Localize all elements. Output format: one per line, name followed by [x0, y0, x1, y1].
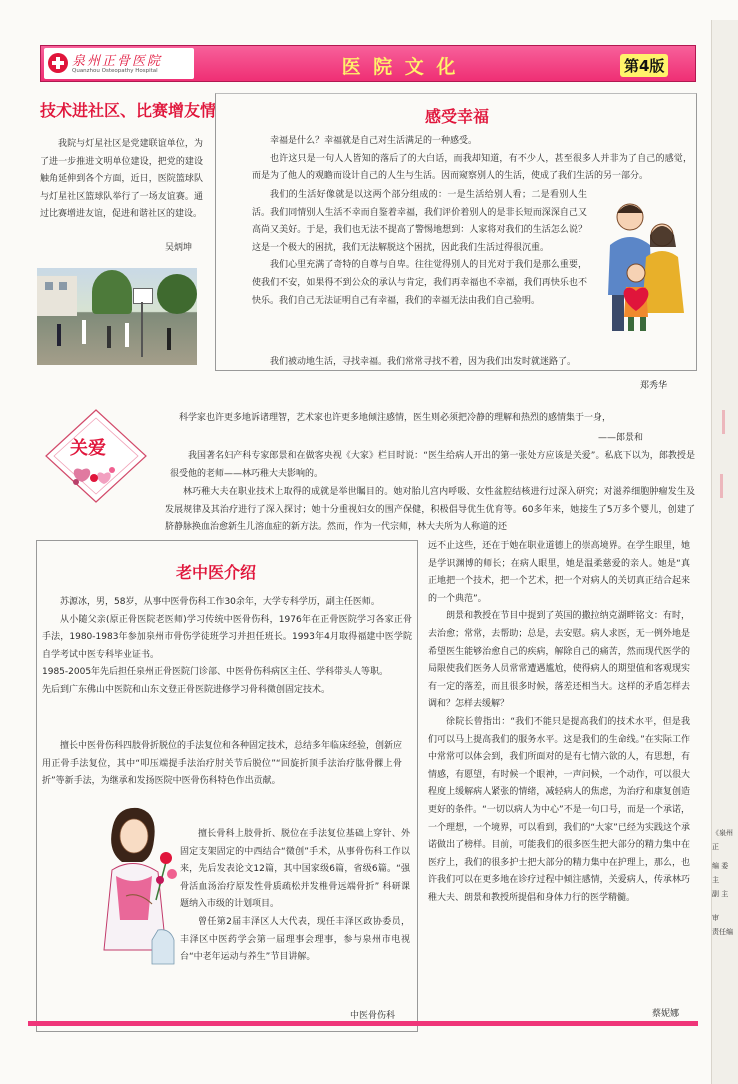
doctor-article-body	[42, 594, 412, 700]
paragraph: 远不止这些，还在于她在职业道德上的崇高境界。在学生眼里，她是学识渊博的师长；在病人眼里，她是温柔慈爱的亲人。她是“真正地把一个技术，把一个艺术，把一个对病人的关切真正结合起来的一个典范”。	[428, 541, 690, 604]
issue-label: 第4版	[620, 54, 668, 77]
logo-subtext: Quanzhou Osteopathy Hospital	[72, 68, 158, 74]
footer-bar	[28, 1021, 698, 1026]
paragraph: 我们被动地生活，寻找幸福。我们常常寻找不着，因为我们出发时就迷路了。	[270, 357, 577, 367]
care-column	[428, 538, 690, 907]
paragraph: 苏源冰，男，58岁，从事中医骨伤科工作30余年，大学专科学历，副主任医师。	[60, 597, 380, 607]
header-logo	[44, 48, 194, 79]
doctor-author: 中医骨伤科	[350, 1011, 396, 1021]
care-lead	[170, 448, 695, 483]
paragraph: 擅长骨科上肢骨折、脱位在手法复位基础上穿针、外固定支架固定的中西结合“微创”手术，从事骨伤科工作以来，先后发表论文12篇，其中国家级6篇，省级6篇。“强 骨活血汤治疗原发性骨质疏松并发椎骨远端骨折” 科研课题纳入市级的计划项目。	[180, 829, 410, 910]
woman-with-flowers-illustration	[82, 800, 182, 968]
paragraph: 我们的生活好像就是以这两个部分组成的：一是生活给别人看；二是看别人生活。我们同情别人生活不幸而自鉴着幸福，我们评价着别人的是非长短而深深自己又高尚又美好。于是，我们也无法不提高了警惕地想到：人家将对我们的生活怎么说？这是一个极大的困扰，我们无法解脱这个困扰，因此我们生活过得很沉重。	[252, 190, 587, 253]
red-cross-icon	[48, 53, 68, 73]
happiness-article-body	[252, 133, 692, 186]
paragraph: 曾任第2届丰泽区人大代表，现任丰泽区政协委员，丰泽区中医药学会第一届理事会理事，参与泉州市电视台“中老年运动与养生”节目讲解。	[180, 916, 410, 963]
happiness-article-body-2	[252, 187, 587, 310]
happiness-author: 郑秀华	[640, 381, 668, 391]
section-title: 医 院 文 化	[341, 56, 459, 78]
care-badge-text: 关爱	[70, 438, 106, 459]
paragraph: 从小随父亲(原正骨医院老医师)学习传统中医骨伤科，1976年在正骨医院学习各家正骨手法，1980-1983年参加泉州市骨伤学徒班学习并担任班长。1993年4月取得福建中医学院自学考试中医专科毕业证书。	[42, 614, 412, 660]
care-lead-2	[165, 484, 695, 537]
happiness-article-title: 感受幸福	[425, 107, 490, 126]
paragraph: 我院与灯星社区是党建联谊单位，为了进一步推进文明单位建设，把党的建设触角延伸到各个方面，近日，医院篮球队与灯星社区篮球队举行了一场友谊赛。通过比赛增进友谊，促进和谐社区的建设。	[40, 139, 203, 220]
logo-text: 泉州正骨医院	[72, 54, 163, 69]
basketball-photo	[37, 268, 197, 365]
sidebar-line: 编 委	[712, 862, 729, 870]
paragraph: 朗景和教授在节目中提到了英国的撒拉纳克湖畔铭文：有时，去治愈；常常，去帮助；总是，去安慰。病人求医，无一例外地是希望医生能够治愈自己的疾病，解除自己的痛苦，然而现代医学的局限使我们医务人员常常遭遇尴尬，使得病人的期望值和客观现实有一定的落差，而且很多时候，落差还相当大。这样的矛盾怎样去调和？怎样去缓解？	[428, 611, 690, 710]
family-illustration	[592, 195, 696, 335]
sidebar-line: 副 主	[712, 890, 729, 898]
paragraph: 徐院长曾指出：“我们不能只是提高我们的技术水平，但是我们可以马上提高我们的服务水平。这是我们的生命线。”在实际工作中常常可以体会到，我们所面对的是有七情六欲的人，有思想，有情感，有愿望，有时候一个眼神，一声问候，一个动作，可以很大程度上缓解病人紧张的情绪，减轻病人的焦虑，为治疗和康复创造更好的条件。“一切以病人为中心”不是一句口号，而是一个承诺，一个理想，一个境界，可以看到，我们的“大家”已经为实践这个承诺做出了榜样。目前，可能我们的很多医生把大部分的精力集中在医疗上，我们的很多护士把大部分的精力集中在护理上，那么，也许我们可以在更多地在诊疗过程中倾注感情，关爱病人，传承林巧稚大夫、朗景和教授所提倡和身体力行的医学精髓。	[428, 716, 690, 903]
quote-text: 科学家也许更多地诉诸理智，艺术家也许更多地倾注感情，医生则必须把冷静的理解和热烈的感情集于一身，	[179, 413, 612, 423]
care-author: 蔡妮娜	[652, 1009, 680, 1019]
paragraph: 我们心里充满了奇特的自尊与自卑。往往觉得别人的目光对于我们是那么重要，使我们不安，如果得不到公众的承认与肯定，我们再幸福也不幸福，我们再快乐也不快乐。我们自己无法证明自己有幸福，我们的幸福无法由我们自己验明。	[252, 260, 587, 306]
sidebar-line: 审	[712, 914, 719, 922]
basketball-article-title: 技术进社区、比赛增友情	[40, 101, 217, 120]
doctor-article-body-2	[42, 738, 412, 791]
doctor-article-title: 老中医介绍	[176, 563, 257, 582]
care-badge	[42, 404, 150, 508]
paragraph: 擅长中医骨伤科四肢骨折脱位的手法复位和各种固定技术，总结多年临床经验，创新应用正骨手法复位，其中“叩压端提手法治疗肘关节后脱位”“回旋折顶手法治疗肱骨髁上骨折”等新手法，为继承和发扬医院中医骨伤科特色作出贡献。	[42, 741, 403, 787]
doctor-article-body-3	[180, 826, 410, 967]
sidebar-line: 责任编	[712, 928, 733, 936]
paragraph: 我国著名妇产科专家郎景和在做客央视《大家》栏目时说：“医生给病人开出的第一张处方应该是关爱”。私底下以为，郎教授是很受他的老师——林巧稚大夫影响的。	[170, 451, 695, 479]
paragraph: 也许这只是一句人人皆知的落后了的大白话，而我却知道，有不少人，甚至很多人并非为了自己的感觉，而是为了他人的观瞻而设计自己的人生与生活。因而窥察别人的生活，使成了我们生活的另一部分。	[252, 153, 692, 182]
basketball-author: 吴炳坤	[165, 243, 193, 253]
sidebar-line: 《泉州正	[712, 829, 733, 851]
paragraph: 林巧稚大夫在职业技术上取得的成就是举世瞩目的。她对胎儿宫内呼吸、女性盆腔结核进行过深入研究；对滋养细胞肿瘤发生及发展规律及其治疗进行了深入探讨；她十分重视妇女的围产保健，积极倡导优生优育等。60多年来，她接生了5万多个婴儿，创建了脐静脉换血治愈新生儿溶血症的新方法。然而，作为一代宗师，林大夫所为人称道的还	[165, 487, 695, 533]
paragraph: 1985-2005年先后担任泉州正骨医院门诊部、中医骨伤科病区主任、学科带头人等职。	[42, 667, 389, 678]
sidebar-masthead	[712, 826, 738, 939]
basketball-article-body	[40, 136, 203, 224]
sidebar-line: 主	[712, 876, 719, 884]
care-quote	[170, 410, 695, 428]
happiness-article-body-3	[252, 354, 692, 372]
paragraph: 幸福是什么？幸福就是自己对生活满足的一种感受。	[270, 136, 478, 146]
care-quote-author: ——郎景和	[598, 433, 644, 443]
paragraph: 先后到广东佛山中医院和山东文登正骨医院进修学习骨科微创固定技术。	[42, 684, 331, 695]
sidebar-faded-mark	[716, 380, 736, 560]
